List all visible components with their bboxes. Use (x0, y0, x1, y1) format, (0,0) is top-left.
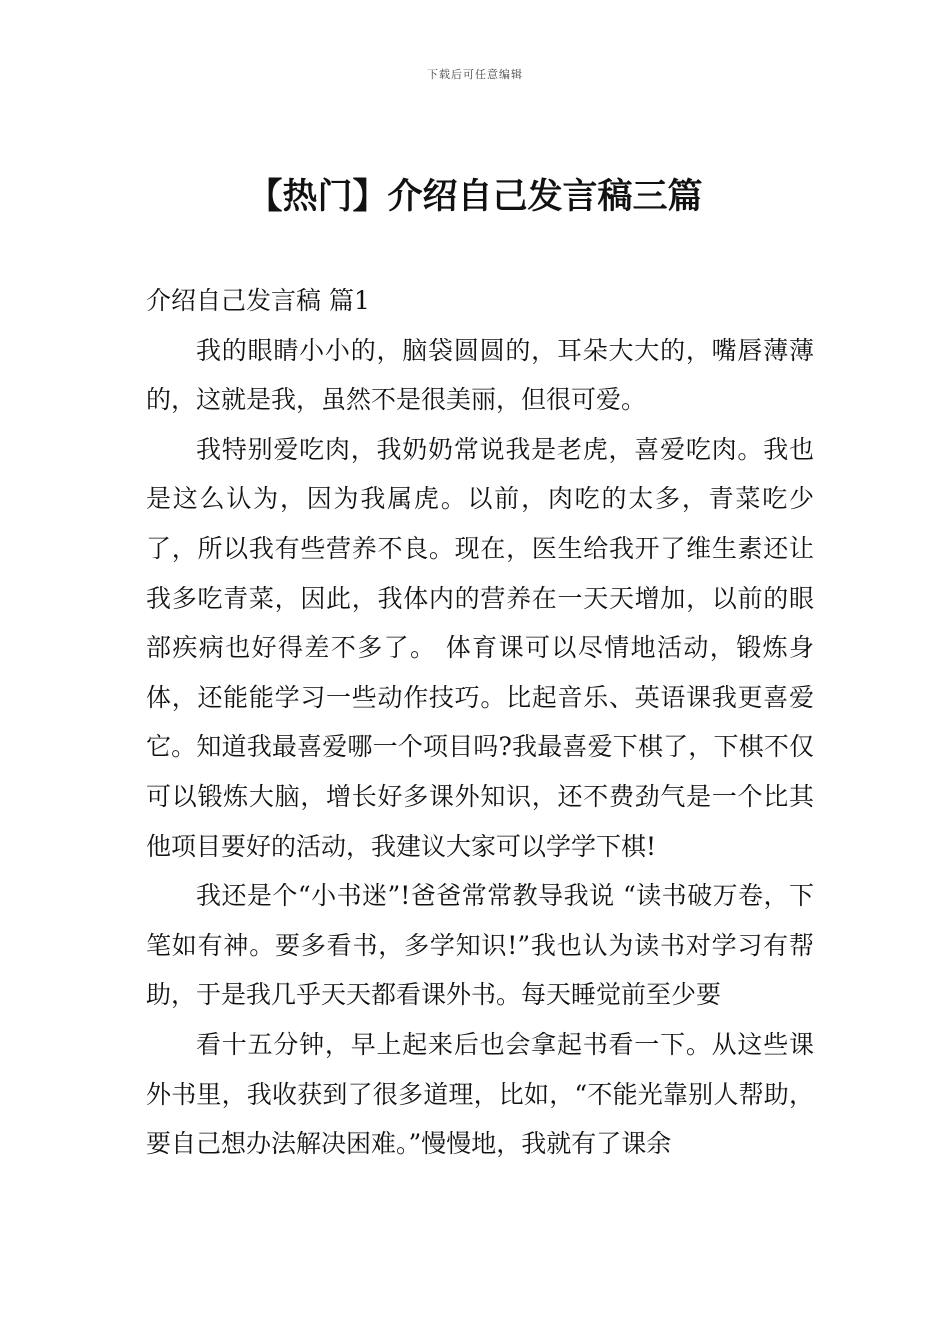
section-heading: 介绍自己发言稿 篇1 (146, 286, 370, 315)
page-header-note: 下载后可任意编辑 (427, 68, 523, 81)
document-title: 【热门】介绍自己发言稿三篇 (247, 177, 703, 217)
paragraph-2: 我特别爱吃肉，我奶奶常说我是老虎，喜爱吃肉。我也是这么认为，因为我属虎。以前，肉吃的太多，青菜吃少了，所以我有些营养不良。现在，医生给我开了维生素还让我多吃青菜，因此，我体内的营养在一天天增加，以前的眼部疾病也好得差不多了。 体育课可以尽情地活动，锻炼身体，还能能学习一些动作技巧。比起音乐、英语课我更喜爱它。知道我最喜爱哪一个项目吗?我最喜爱下棋了，下棋不仅可以锻炼大脑，增长好多课外知识，还不费劲气是一个比其他项目要好的活动，我建议大家可以学学下棋! (146, 434, 814, 861)
paragraph-4: 看十五分钟，早上起来后也会拿起书看一下。从这些课外书里，我收获到了很多道理，比如，“不能光靠别人帮助，要自己想办法解决困难。”慢慢地，我就有了课余 (146, 1029, 814, 1159)
paragraph-3: 我还是个“小书迷”!爸爸常常教导我说 “读书破万卷，下笔如有神。要多看书，多学知识!”我也认为读书对学习有帮助，于是我几乎天天都看课外书。每天睡觉前至少要 (146, 881, 814, 1010)
paragraph-1: 我的眼睛小小的，脑袋圆圆的，耳朵大大的，嘴唇薄薄的，这就是我，虽然不是很美丽，但很可爱。 (146, 335, 814, 415)
document-body (146, 276, 814, 1169)
